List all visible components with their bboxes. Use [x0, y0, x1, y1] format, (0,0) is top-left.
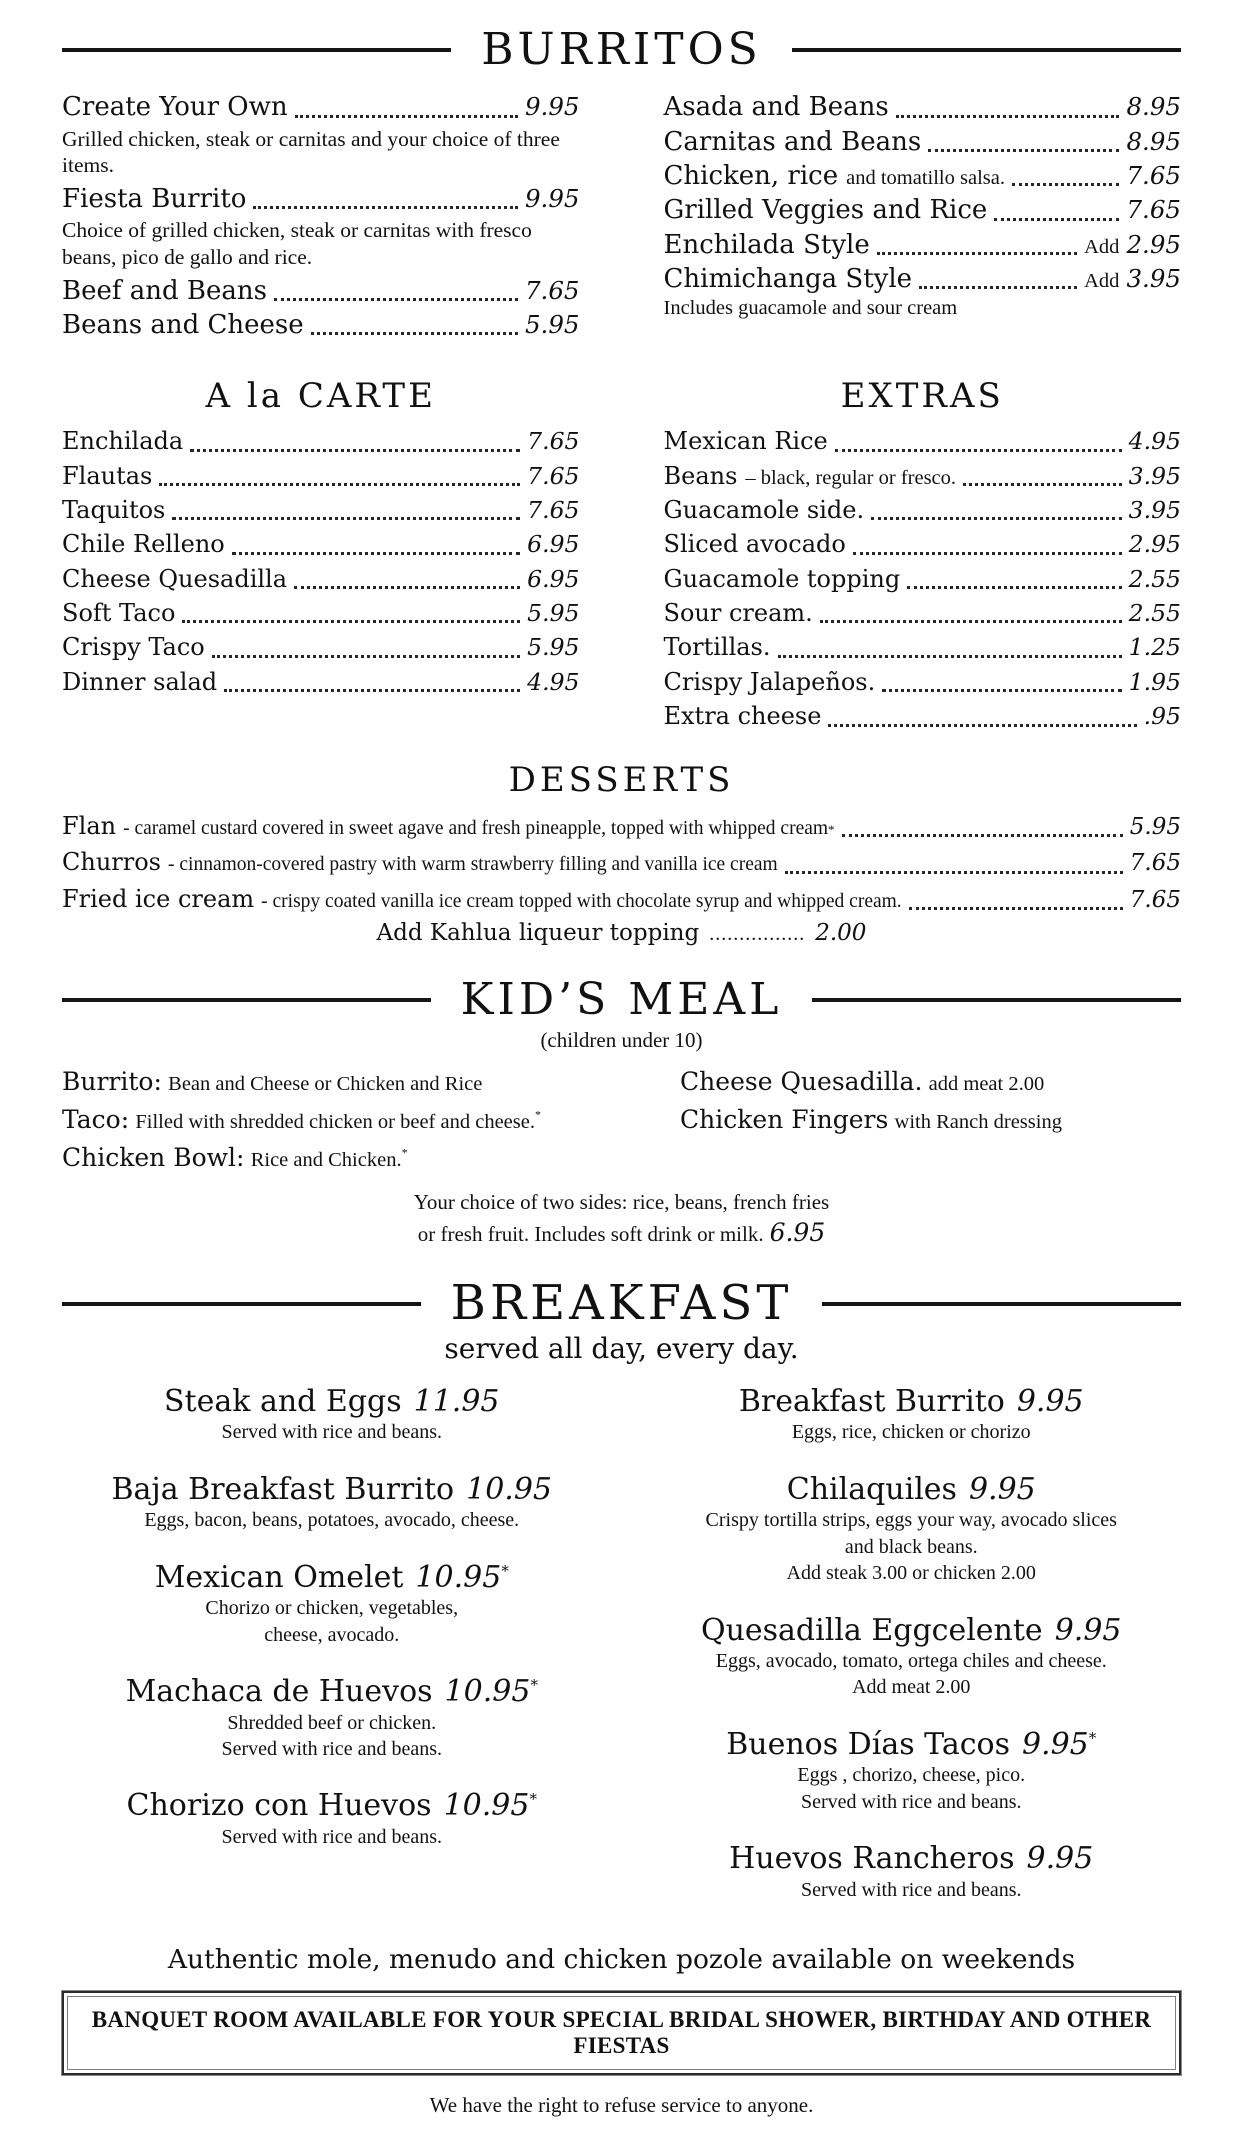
kids-meal-columns [62, 1063, 1181, 1177]
item-name-line [62, 1675, 602, 1710]
dotted-leader [828, 724, 1136, 727]
menu-item-row [62, 1139, 650, 1177]
item-name: Enchilada [62, 427, 184, 456]
item-price: 10.95 [466, 1471, 552, 1507]
item-name: Grilled Veggies and Rice [663, 195, 988, 226]
section-title-desserts: DESSERTS [508, 759, 735, 800]
menu-item-row [664, 459, 1182, 493]
item-name: Chicken, rice [663, 161, 839, 192]
item-price: 9.95 [1021, 1726, 1089, 1762]
add-label: Add [1084, 235, 1120, 258]
item-price: 7.65 [524, 275, 580, 305]
menu-item-row [62, 596, 580, 630]
item-name: Enchilada Style [663, 229, 870, 260]
menu-item-row [62, 459, 580, 493]
item-description: Served with rice and beans. [801, 1790, 1022, 1813]
dotted-leader [159, 483, 520, 486]
item-name-line [642, 1614, 1182, 1649]
item-name-line [62, 1385, 602, 1420]
item-price: 6.95 [527, 564, 580, 593]
dotted-leader [274, 298, 518, 301]
item-price: 4.95 [527, 667, 580, 696]
breakfast-left-column [62, 1385, 602, 1930]
menu-item-row [664, 193, 1182, 227]
item-description: add meat 2.00 [928, 1073, 1045, 1096]
item-price: 2.00 [815, 920, 867, 946]
kids-meal-header [62, 976, 1181, 1024]
item-description: with Ranch dressing [894, 1111, 1062, 1134]
item-price: 1.95 [1128, 667, 1181, 696]
dotted-leader [882, 689, 1121, 692]
menu-item-row [62, 562, 580, 596]
menu-item-row [680, 1063, 1181, 1101]
item-name: Guacamole topping [663, 564, 901, 593]
kids-sides-line1: Your choice of two sides: rice, beans, french fries [413, 1190, 830, 1215]
dotted-leader [909, 907, 1123, 910]
item-description: Served with rice and beans. [221, 1737, 442, 1760]
section-note: Includes guacamole and sour cream [663, 297, 958, 320]
item-name-line [642, 1842, 1182, 1877]
item-name: Machaca de Huevos [125, 1674, 433, 1710]
menu-item-row [664, 424, 1182, 458]
dotted-leader [224, 689, 520, 692]
item-name: Dinner salad [62, 667, 218, 696]
title-rule [822, 1302, 1181, 1306]
dotted-leader [877, 252, 1077, 255]
weekend-availability-note: Authentic mole, menudo and chicken pozole available on weekends [167, 1944, 1076, 1975]
item-name: Fiesta Burrito [62, 184, 247, 215]
asterisk: * [530, 1676, 538, 1695]
item-description: - caramel custard covered in sweet agave and fresh pineapple, topped with whipped cream [123, 817, 829, 839]
item-name: Sour cream. [663, 599, 813, 628]
title-rule [812, 998, 1181, 1002]
item-name: Breakfast Burrito [738, 1383, 1005, 1419]
breakfast-section [62, 1277, 1181, 1930]
dotted-leader [1012, 183, 1119, 186]
banquet-room-banner [62, 1991, 1181, 2075]
item-price: 7.65 [527, 495, 580, 524]
menu-item-row [664, 665, 1182, 699]
item-name: Beans and Cheese [62, 309, 304, 340]
addon-label: Add Kahlua liqueur topping [376, 920, 700, 946]
menu-item-row [664, 262, 1182, 296]
menu-entry [642, 1728, 1182, 1815]
add-label: Add [1084, 269, 1120, 292]
burritos-columns [62, 90, 1181, 342]
section-title-burritos: BURRITOS [481, 24, 762, 75]
item-price: 1.25 [1128, 633, 1181, 662]
dotted-leader [871, 517, 1122, 520]
item-price: 3.95 [1128, 495, 1181, 524]
item-name: Guacamole side. [663, 495, 865, 524]
menu-entry [62, 1473, 602, 1534]
menu-item-row [62, 527, 580, 561]
item-note: and tomatillo salsa. [846, 167, 1005, 190]
item-description: - crispy coated vanilla ice cream topped with chocolate syrup and whipped cream. [261, 890, 902, 912]
item-name-line [642, 1473, 1182, 1508]
item-price: 2.95 [1128, 530, 1181, 559]
item-description: Eggs, bacon, beans, potatoes, avocado, cheese. [144, 1509, 520, 1532]
item-price: 9.95 [1016, 1383, 1084, 1419]
kids-sides-line2 [62, 1217, 1181, 1250]
item-price: 10.95 [415, 1559, 502, 1595]
item-price: 9.95 [1054, 1612, 1122, 1648]
item-description: Eggs, rice, chicken or chorizo [791, 1421, 1031, 1444]
kids-sides-note [62, 1189, 1181, 1249]
menu-item-row [664, 90, 1182, 124]
menu-item-row [62, 274, 580, 308]
menu-item-row [62, 424, 580, 458]
menu-item-row [664, 493, 1182, 527]
item-name: Mexican Omelet [154, 1559, 404, 1595]
menu-item-row [664, 630, 1182, 664]
item-name-line [62, 1561, 602, 1596]
item-description: Grilled chicken, steak or carnitas and your choice of three items. [62, 126, 560, 178]
menu-entry [642, 1842, 1182, 1903]
section-title-breakfast: BREAKFAST [450, 1275, 793, 1332]
asterisk: * [501, 1561, 509, 1580]
kids-meal-price: 6.95 [769, 1217, 826, 1247]
item-name: Taquitos [62, 495, 166, 524]
menu-entry [642, 1473, 1182, 1587]
item-price: 5.95 [527, 633, 580, 662]
item-name: Fried ice cream [62, 884, 255, 913]
item-name: Sliced avocado [663, 530, 846, 559]
item-name: Quesadilla Eggcelente [700, 1612, 1043, 1648]
desserts-section [62, 760, 1181, 947]
dotted-leader [928, 149, 1119, 152]
item-price: 2.95 [1126, 229, 1181, 259]
item-description: Eggs, avocado, tomato, ortega chiles and cheese. [715, 1650, 1107, 1673]
menu-entry [62, 1789, 602, 1850]
item-price: 4.95 [1128, 427, 1181, 456]
item-price: 7.65 [1126, 161, 1181, 191]
kids-right-column [680, 1063, 1181, 1177]
banquet-room-banner-text: BANQUET ROOM AVAILABLE FOR YOUR SPECIAL BRIDAL SHOWER, BIRTHDAY AND OTHER FIESTAS [67, 1996, 1176, 2070]
menu-item-row [680, 1101, 1181, 1139]
menu-item-row [62, 808, 1181, 845]
dotted-leader: ................ [709, 923, 806, 945]
item-description: - cinnamon-covered pastry with warm strawberry filling and vanilla ice cream [168, 854, 778, 875]
item-description: Bean and Cheese or Chicken and Rice [168, 1073, 483, 1096]
item-price: 7.65 [1129, 886, 1181, 913]
item-price: 7.65 [527, 427, 580, 456]
alacarte-extras-columns [62, 372, 1181, 733]
item-name: Steak and Eggs [163, 1383, 402, 1419]
dotted-leader [907, 586, 1121, 589]
item-name: Chimichanga Style [663, 263, 913, 294]
item-price: 9.95 [1026, 1841, 1094, 1877]
item-name: Churros [62, 848, 161, 876]
menu-item-row [664, 596, 1182, 630]
item-name: Cheese Quesadilla. [680, 1067, 923, 1097]
item-name: Burrito: [62, 1067, 162, 1097]
breakfast-header [62, 1277, 1181, 1330]
breakfast-subtitle: served all day, every day. [444, 1331, 799, 1365]
item-name-line [62, 1473, 602, 1508]
menu-item-row [664, 699, 1182, 733]
dotted-leader [963, 483, 1122, 486]
item-name-line [642, 1385, 1182, 1420]
item-name: Chile Relleno [62, 530, 225, 559]
menu-item-row [62, 630, 580, 664]
item-description: and black beans. [844, 1535, 978, 1558]
section-title-kids-meal: KID’S MEAL [460, 974, 783, 1025]
item-name: Buenos Días Tacos [726, 1726, 1010, 1762]
item-price: 10.95 [443, 1788, 530, 1824]
item-description: Served with rice and beans. [221, 1825, 442, 1848]
item-price: 8.95 [1126, 92, 1181, 122]
item-price: 7.65 [1129, 850, 1181, 876]
asterisk: * [828, 821, 835, 837]
asterisk: * [534, 1108, 541, 1123]
item-name: Mexican Rice [663, 427, 828, 456]
dotted-leader [835, 449, 1122, 452]
item-price: 7.65 [527, 461, 580, 490]
breakfast-columns [62, 1385, 1181, 1930]
item-name: Tortillas. [663, 633, 771, 662]
menu-entry [642, 1385, 1182, 1446]
burritos-header [62, 26, 1181, 74]
asterisk: * [1088, 1728, 1097, 1747]
section-title-extras: EXTRAS [840, 376, 1004, 417]
breakfast-right-column [642, 1385, 1182, 1930]
burritos-left-column [62, 90, 580, 342]
item-price: 10.95 [444, 1674, 531, 1710]
dotted-leader [182, 620, 520, 623]
item-name: Beans [663, 461, 738, 490]
section-title-alacarte: A la CARTE [205, 376, 436, 417]
menu-entry [62, 1675, 602, 1762]
dotted-leader [295, 115, 518, 118]
item-description: Rice and Chicken. [250, 1149, 402, 1172]
item-name: Carnitas and Beans [663, 126, 922, 157]
dotted-leader [785, 871, 1123, 874]
item-name: Beef and Beans [62, 275, 268, 306]
menu-item-row [62, 844, 1181, 881]
item-name: Create Your Own [62, 92, 288, 123]
item-price: 9.95 [968, 1471, 1036, 1507]
item-price: 3.95 [1126, 263, 1181, 293]
menu-item-row [62, 1101, 650, 1139]
item-name-line [642, 1728, 1182, 1763]
item-price: 2.55 [1128, 599, 1181, 628]
item-description: Add steak 3.00 or chicken 2.00 [786, 1562, 1036, 1585]
item-price: 9.95 [524, 92, 580, 122]
title-rule [62, 1302, 421, 1306]
dotted-leader [994, 218, 1119, 221]
dotted-leader [232, 552, 520, 555]
dotted-leader [842, 834, 1123, 837]
burritos-right-column [664, 90, 1182, 342]
item-description: Served with rice and beans. [221, 1421, 442, 1444]
item-name: Baja Breakfast Burrito [111, 1471, 455, 1507]
menu-item-row [664, 562, 1182, 596]
menu-item-row [62, 90, 580, 124]
dotted-leader [190, 449, 520, 452]
item-price: 7.65 [1126, 195, 1181, 225]
dessert-addon-row [62, 920, 1181, 946]
dotted-leader [896, 115, 1120, 118]
menu-item-row [664, 527, 1182, 561]
item-price: 3.95 [1128, 461, 1181, 490]
item-name: Extra cheese [663, 702, 822, 731]
dotted-leader [853, 552, 1122, 555]
item-name: Flautas [62, 461, 153, 490]
dotted-leader [294, 586, 520, 589]
asterisk: * [401, 1146, 408, 1161]
menu-entry [62, 1561, 602, 1648]
item-price: 5.95 [524, 309, 580, 339]
item-description: Crispy tortilla strips, eggs your way, avocado slices [705, 1509, 1117, 1532]
title-rule [62, 48, 451, 52]
dotted-leader [778, 655, 1122, 658]
item-price: .95 [1143, 702, 1181, 731]
menu-item-row [62, 881, 1181, 918]
menu-item-row [664, 228, 1182, 262]
dotted-leader [253, 206, 518, 209]
menu-entry [62, 1385, 602, 1446]
item-description: Shredded beef or chicken. [227, 1711, 437, 1734]
item-name: Crispy Taco [62, 633, 205, 662]
menu-item-row [62, 1063, 650, 1101]
dotted-leader [311, 332, 518, 335]
item-name: Taco: [62, 1105, 130, 1135]
item-description: Choice of grilled chicken, steak or carnitas with fresco beans, pico de gallo and rice. [62, 218, 532, 269]
item-price: 5.95 [527, 599, 580, 628]
item-price: 9.95 [524, 184, 580, 214]
dotted-leader [919, 286, 1077, 289]
extras-column [664, 372, 1182, 733]
item-name: Flan [62, 811, 117, 840]
item-name-line [62, 1789, 602, 1824]
item-description: Chorizo or chicken, vegetables, [205, 1597, 459, 1620]
menu-entry [642, 1614, 1182, 1701]
item-price: 2.55 [1128, 564, 1181, 593]
item-name: Asada and Beans [663, 92, 889, 123]
item-price: 11.95 [413, 1383, 500, 1419]
kids-left-column [62, 1063, 650, 1177]
alacarte-column [62, 372, 580, 733]
item-name: Chorizo con Huevos [126, 1788, 432, 1824]
item-price: 5.95 [1129, 813, 1181, 840]
item-description: Eggs , chorizo, cheese, pico. [797, 1764, 1026, 1787]
kids-meal-section [62, 976, 1181, 1249]
item-name: Crispy Jalapeños. [663, 667, 876, 696]
asterisk: * [529, 1790, 537, 1809]
item-price: 8.95 [1126, 126, 1181, 156]
menu-item-row [62, 493, 580, 527]
dotted-leader [212, 655, 520, 658]
item-name: Huevos Rancheros [729, 1841, 1015, 1877]
item-price: 6.95 [527, 530, 580, 559]
menu-item-row [62, 182, 580, 216]
item-name: Soft Taco [62, 599, 176, 628]
menu-item-row [62, 665, 580, 699]
menu-item-row [62, 308, 580, 342]
title-rule [792, 48, 1181, 52]
item-note: – black, regular or fresco. [745, 466, 957, 489]
item-name: Cheese Quesadilla [62, 564, 288, 593]
item-name: Chicken Bowl: [62, 1143, 245, 1173]
dotted-leader [172, 517, 520, 520]
dotted-leader [820, 620, 1122, 623]
kids-sides-text: or fresh fruit. Includes soft drink or milk. [417, 1221, 764, 1246]
service-disclaimer: We have the right to refuse service to anyone. [429, 2093, 814, 2117]
item-description: Served with rice and beans. [801, 1878, 1022, 1901]
menu-item-row [664, 125, 1182, 159]
item-description: Filled with shredded chicken or beef and cheese. [135, 1111, 535, 1134]
item-description: Add meat 2.00 [852, 1676, 971, 1699]
item-name: Chilaquiles [786, 1471, 957, 1507]
menu-item-row [664, 159, 1182, 193]
item-description: cheese, avocado. [264, 1623, 400, 1646]
kids-meal-subtitle: (children under 10) [540, 1028, 703, 1053]
title-rule [62, 998, 431, 1002]
item-name: Chicken Fingers [680, 1105, 889, 1135]
